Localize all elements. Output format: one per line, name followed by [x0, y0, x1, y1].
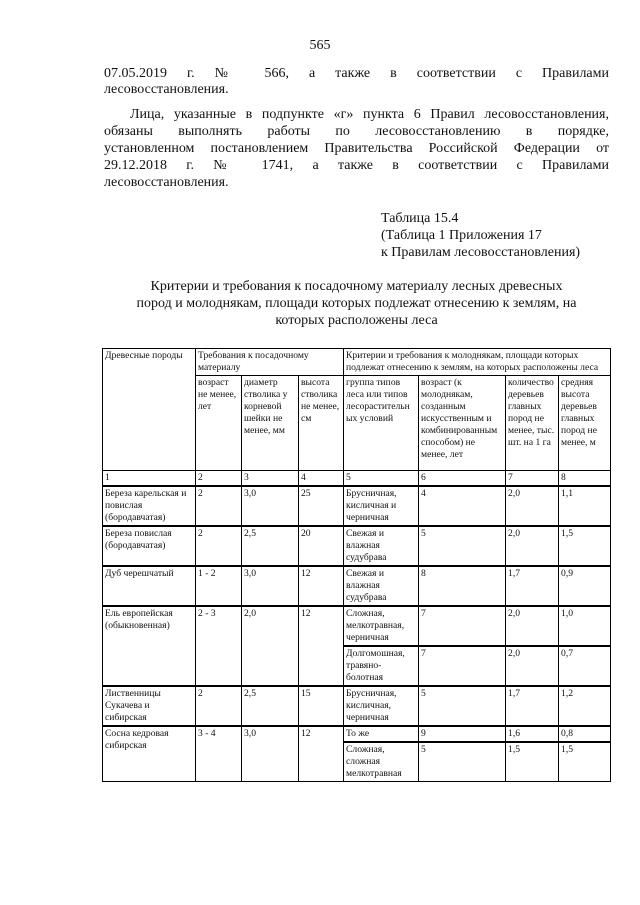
column-number: 7 — [506, 471, 559, 487]
header-young-stands: Критерии и требования к молоднякам, площади которых подлежат отнесению к землям, на которых расположены леса — [344, 349, 611, 376]
table-reference-line-3: к Правилам лесовосстановления) — [381, 245, 581, 260]
cell-diameter: 2,0 — [242, 606, 299, 686]
column-number: 4 — [299, 471, 344, 487]
cell-avg-height: 0,8 — [559, 726, 611, 742]
cell-count: 1,7 — [506, 686, 559, 726]
cell-forest-type: Сложная, сложная мелкотравная — [344, 742, 419, 782]
cell-young-age: 5 — [419, 526, 506, 566]
criteria-table — [102, 348, 611, 782]
paragraph-2-line-1: Лица, указанные в подпункте «г» пункта 6 Правил лесовосстановления, — [130, 107, 609, 122]
cell-diameter: 3,0 — [242, 566, 299, 606]
cell-species: Дуб черешчатый — [103, 566, 196, 606]
paragraph-1-line-2: лесовосстановления. — [104, 82, 229, 97]
cell-young-age: 5 — [419, 686, 506, 726]
cell-count: 2,0 — [506, 526, 559, 566]
cell-height: 12 — [299, 726, 344, 782]
subheader-young-age: возраст (к молоднякам, созданным искусственным и комбинированным способом) не менее, лет — [419, 376, 506, 471]
cell-forest-type: Брусничная, кисличная и черничная — [344, 486, 419, 526]
cell-forest-type: Свежая и влажная судубрава — [344, 566, 419, 606]
table-caption — [104, 278, 609, 329]
cell-diameter: 2,5 — [242, 526, 299, 566]
cell-count: 2,0 — [506, 486, 559, 526]
cell-young-age: 5 — [419, 742, 506, 782]
page-number: 565 — [309, 38, 331, 53]
header-planting-material: Требования к посадочному материалу — [196, 349, 344, 376]
column-number: 3 — [242, 471, 299, 487]
table-caption-line-2: пород и молоднякам, площади которых подлежат отнесению к землям, на — [136, 296, 577, 311]
table-row — [103, 566, 611, 606]
cell-count: 1,6 — [506, 726, 559, 742]
cell-forest-type: Сложная, мелкотравная, черничная — [344, 606, 419, 646]
cell-diameter: 2,5 — [242, 686, 299, 726]
table-reference — [381, 210, 580, 261]
table-caption-line-3: которых расположены леса — [275, 313, 438, 328]
cell-young-age: 8 — [419, 566, 506, 606]
cell-height: 25 — [299, 486, 344, 526]
table-row — [103, 486, 611, 526]
cell-avg-height: 1,5 — [559, 742, 611, 782]
cell-species: Ель европейская (обыкновенная) — [103, 606, 196, 686]
paragraph-2-line-4: 29.12.2018 г. № 1741, а также в соответствии с Правилами — [104, 158, 609, 173]
column-number: 5 — [344, 471, 419, 487]
paragraph-1-line-1: 07.05.2019 г. № 566, а также в соответствии с Правилами — [104, 66, 609, 81]
subheader-age: возраст не менее, лет — [196, 376, 242, 471]
subheader-avg-height: средняя высота деревьев главных пород не менее, м — [559, 376, 611, 471]
paragraph-2-line-2: обязаны выполнять работы по лесовосстановлению в порядке, — [104, 124, 609, 139]
cell-count: 1,7 — [506, 566, 559, 606]
subheader-count: количество деревьев главных пород не менее, тыс. шт. на 1 га — [506, 376, 559, 471]
column-number-row — [103, 471, 611, 487]
cell-species: Сосна кедровая сибирская — [103, 726, 196, 782]
table-header-row — [103, 349, 611, 376]
table-reference-line-1: Таблица 15.4 — [381, 211, 459, 226]
table-row — [103, 606, 611, 646]
subheader-height: высота стволика не менее, см — [299, 376, 344, 471]
cell-count: 1,5 — [506, 742, 559, 782]
cell-height: 12 — [299, 606, 344, 686]
cell-avg-height: 1,2 — [559, 686, 611, 726]
cell-height: 12 — [299, 566, 344, 606]
cell-avg-height: 1,0 — [559, 606, 611, 646]
cell-forest-type: Свежая и влажная судубрава — [344, 526, 419, 566]
subheader-forest-type: группа типов леса или типов лесорастительных условий — [344, 376, 419, 471]
cell-age: 1 - 2 — [196, 566, 242, 606]
cell-forest-type: То же — [344, 726, 419, 742]
cell-age: 2 - 3 — [196, 606, 242, 686]
cell-species: Береза карельская и повислая (бородавчатая) — [103, 486, 196, 526]
cell-age: 3 - 4 — [196, 726, 242, 782]
header-species: Древесные породы — [103, 349, 196, 471]
column-number: 8 — [559, 471, 611, 487]
cell-age: 2 — [196, 686, 242, 726]
cell-young-age: 7 — [419, 606, 506, 646]
cell-count: 2,0 — [506, 646, 559, 686]
paragraph-2-line-5: лесовосстановления. — [104, 175, 229, 190]
cell-age: 2 — [196, 526, 242, 566]
cell-height: 20 — [299, 526, 344, 566]
cell-diameter: 3,0 — [242, 726, 299, 782]
column-number: 1 — [103, 471, 196, 487]
cell-young-age: 4 — [419, 486, 506, 526]
subheader-diameter: диаметр стволика у корневой шейки не менее, мм — [242, 376, 299, 471]
cell-forest-type: Долгомошная, травяно-болотная — [344, 646, 419, 686]
cell-avg-height: 1,5 — [559, 526, 611, 566]
table-row — [103, 526, 611, 566]
column-number: 2 — [196, 471, 242, 487]
cell-count: 2,0 — [506, 606, 559, 646]
paragraph-2-line-3: установленном постановлением Правительства Российской Федерации от — [104, 141, 609, 156]
table-row — [103, 726, 611, 742]
cell-avg-height: 0,7 — [559, 646, 611, 686]
column-number: 6 — [419, 471, 506, 487]
cell-species: Лиственницы Сукачева и сибирская — [103, 686, 196, 726]
cell-young-age: 9 — [419, 726, 506, 742]
cell-forest-type: Брусничная, кисличная, черничная — [344, 686, 419, 726]
cell-species: Береза повислая (бородавчатая) — [103, 526, 196, 566]
cell-age: 2 — [196, 486, 242, 526]
table-caption-line-1: Критерии и требования к посадочному материалу лесных древесных — [150, 279, 563, 294]
cell-diameter: 3,0 — [242, 486, 299, 526]
cell-avg-height: 0,9 — [559, 566, 611, 606]
cell-young-age: 7 — [419, 646, 506, 686]
cell-avg-height: 1,1 — [559, 486, 611, 526]
cell-height: 15 — [299, 686, 344, 726]
table-row — [103, 686, 611, 726]
table-reference-line-2: (Таблица 1 Приложения 17 — [381, 228, 542, 243]
